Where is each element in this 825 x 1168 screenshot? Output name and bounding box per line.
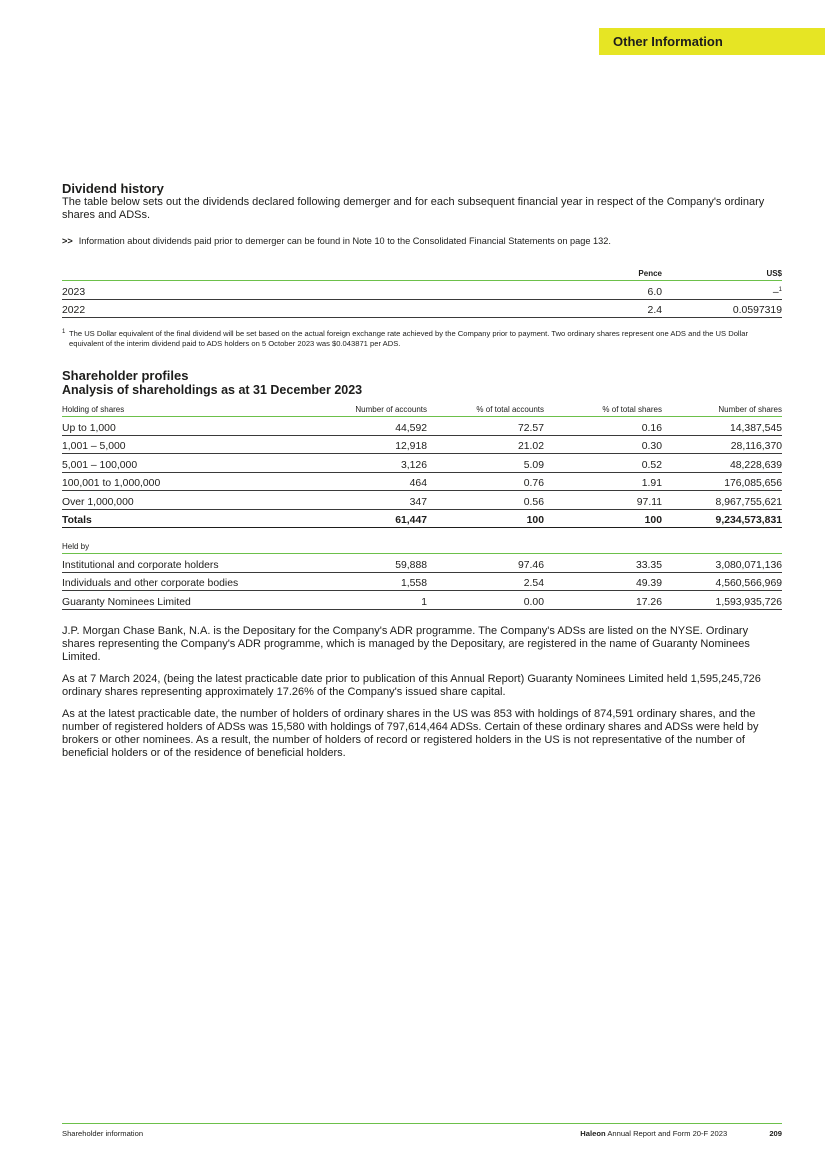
held-by-label: Held by (62, 534, 282, 554)
totals-row: Totals 61,447 100 100 9,234,573,831 (62, 509, 782, 528)
dividend-note-text: Information about dividends paid prior to demerger can be found in Note 10 to the Consolidated Financial Statements on page 132. (78, 236, 611, 246)
table-row: Institutional and corporate holders 59,888 97.46 33.35 3,080,071,136 (62, 554, 782, 573)
footer-brand: Haleon (580, 1129, 606, 1138)
table-row: Up to 1,000 44,592 72.57 0.16 14,387,545 (62, 417, 782, 436)
dividend-col-usd: US$ (662, 261, 782, 281)
shareholdings-table (62, 397, 782, 528)
col-pct-shares: % of total shares (544, 397, 662, 417)
dividend-heading: Dividend history (62, 181, 164, 196)
col-shares: Number of shares (662, 397, 782, 417)
held-by-header (62, 534, 782, 554)
profiles-heading: Shareholder profiles (62, 368, 189, 383)
dividend-col-year (62, 261, 552, 281)
table-row: 1,001 – 5,000 12,918 21.02 0.30 28,116,370 (62, 435, 782, 454)
dividend-pence: 2.4 (552, 299, 662, 318)
dividend-pence: 6.0 (552, 281, 662, 300)
dividend-year: 2022 (62, 299, 552, 318)
dividend-intro: The table below sets out the dividends declared following demerger and for each subsequent financial year in respect of the Company's ordinary shares and ADSs. (62, 196, 765, 221)
footer-divider (62, 1123, 782, 1124)
depositary-paragraph: J.P. Morgan Chase Bank, N.A. is the Depositary for the Company's ADR programme. The Company's ADSs are listed on the NYSE. Ordinary shares representing the Company's ADR programme, which is managed by the Depositary, are registered in the name of Guaranty Nominees Limited. (62, 624, 750, 663)
page-number: 209 (769, 1129, 782, 1138)
shareholder-profiles-section (62, 369, 782, 760)
table-row: Individuals and other corporate bodies 1,558 2.54 49.39 4,560,566,969 (62, 572, 782, 591)
table-row (62, 299, 782, 318)
footnote-marker: 1 (62, 329, 66, 335)
dividend-note (62, 235, 782, 247)
profiles-subheading: Analysis of shareholdings as at 31 December 2023 (62, 383, 363, 397)
table-row: 5,001 – 100,000 3,126 5.09 0.52 48,228,639 (62, 454, 782, 473)
col-pct-accounts: % of total accounts (427, 397, 544, 417)
footer-report: Annual Report and Form 20-F 2023 (607, 1129, 728, 1138)
dividend-col-pence: Pence (552, 261, 662, 281)
dividend-usd: 0.0597319 (662, 299, 782, 318)
table-row: Guaranty Nominees Limited 1 0.00 17.26 1,593,935,726 (62, 591, 782, 610)
footer-section: Shareholder information (62, 1129, 144, 1138)
shareholdings-header (62, 397, 782, 417)
dividend-usd: –$^1$ (662, 281, 782, 300)
held-by-table (62, 534, 782, 610)
table-row: Over 1,000,000 347 0.56 97.11 8,967,755,621 (62, 491, 782, 510)
col-accounts: Number of accounts (282, 397, 427, 417)
dividend-table (62, 261, 782, 318)
table-row (62, 281, 782, 300)
col-holding: Holding of shares (62, 397, 282, 417)
footer-right (580, 1129, 782, 1138)
us-holders-paragraph: As at the latest practicable date, the number of holders of ordinary shares in the US was 853 with holdings of 874,591 ordinary shares, and the number of registered holders of ADSs was 15,580 with holdings of 797,614,464 ADSs. Certain of these ordinary shares and ADSs were held by brokers or other nominees. As a result, the number of holders of record or registered holders in the US is not representative of the number of beneficial holders or of the residence of beneficial holders. (62, 707, 759, 759)
dividend-year: 2023 (62, 281, 552, 300)
footnote-text: The US Dollar equivalent of the final dividend will be set based on the actual foreign exchange rate achieved by the Company prior to payment. Two ordinary shares represent one ADS and the US Dollar equivalent of the interim dividend paid to ADS holders on 5 October 2023 was $0.043871 per ADS. (69, 329, 749, 348)
dividend-table-header (62, 261, 782, 281)
guaranty-paragraph: As at 7 March 2024, (being the latest practicable date prior to publication of this Annual Report) Guaranty Nominees Limited held 1,595,245,726 ordinary shares representing approximately 17.26% of the Company's issued share capital. (62, 672, 761, 698)
arrow-marker-icon: >> (62, 236, 73, 246)
dividend-footnote (62, 329, 782, 348)
footnote-ref: 1 (778, 286, 782, 293)
table-row: 100,001 to 1,000,000 464 0.76 1.91 176,085,656 (62, 472, 782, 491)
section-tab: Other Information (599, 28, 825, 55)
dividend-history-section (62, 182, 782, 348)
